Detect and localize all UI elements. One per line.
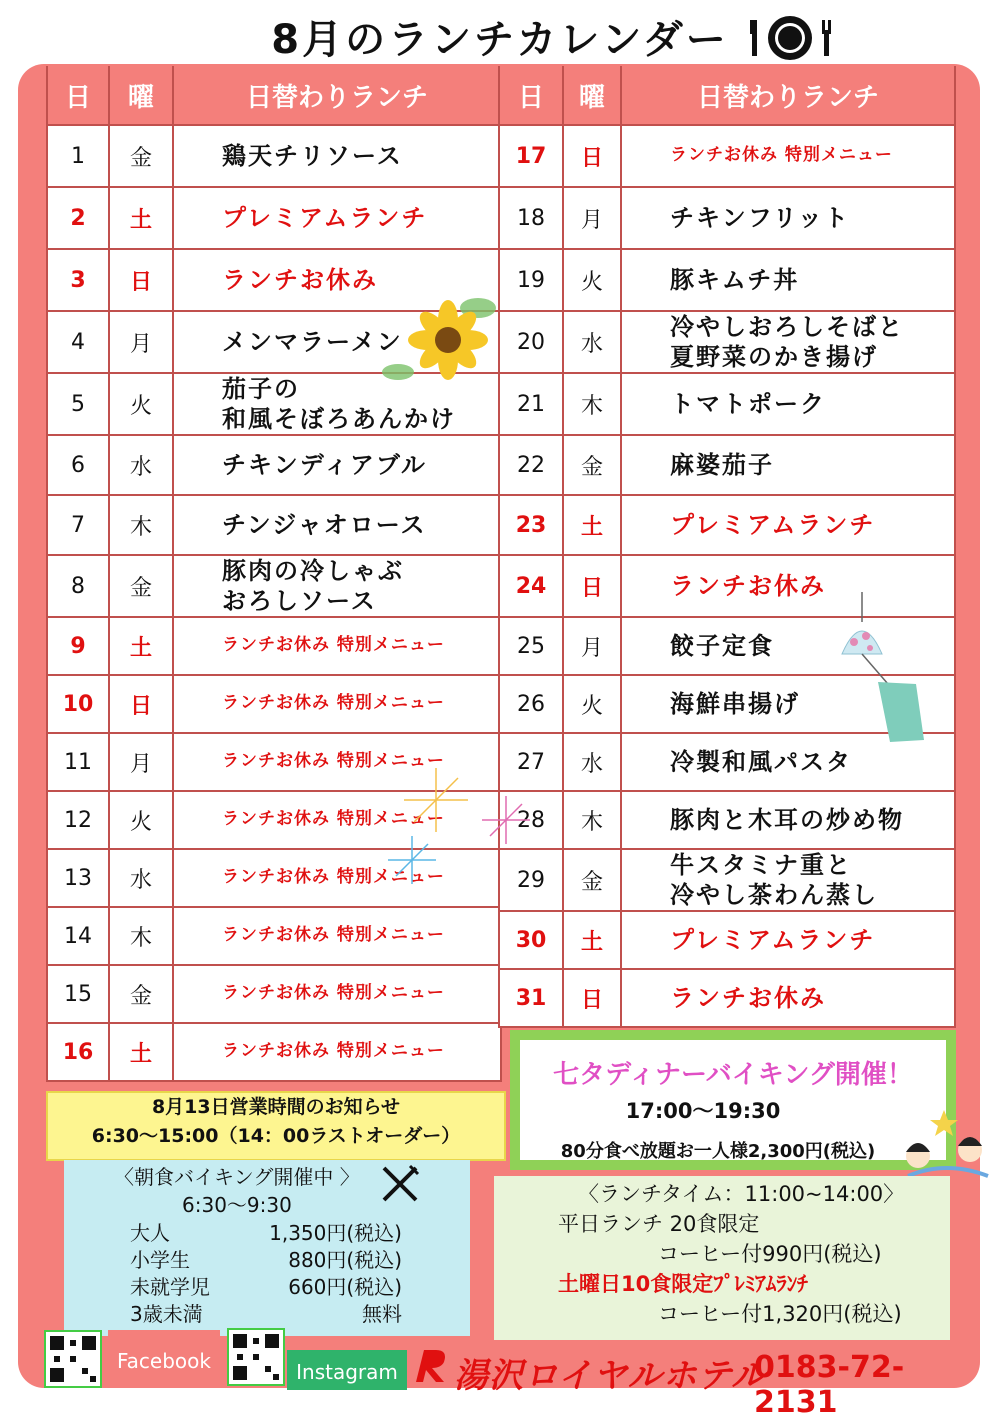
calendar-left-table bbox=[46, 66, 502, 1082]
day-cell: 27 bbox=[499, 733, 563, 791]
breakfast-price-label: 未就学児 bbox=[130, 1275, 210, 1299]
calendar-row bbox=[47, 125, 501, 187]
calendar-row bbox=[499, 249, 955, 311]
header-menu: 日替わりランチ bbox=[173, 66, 501, 125]
day-cell: 23 bbox=[499, 495, 563, 555]
breakfast-price-label: 小学生 bbox=[130, 1248, 190, 1272]
weekday-cell: 月 bbox=[109, 311, 173, 373]
breakfast-price-row bbox=[130, 1220, 402, 1247]
day-cell: 5 bbox=[47, 373, 109, 435]
calendar-row bbox=[47, 435, 501, 495]
calendar-row bbox=[499, 495, 955, 555]
weekday-cell: 金 bbox=[109, 125, 173, 187]
day-cell: 28 bbox=[499, 791, 563, 849]
header-day: 日 bbox=[499, 66, 563, 125]
menu-cell: 豚キムチ丼 bbox=[621, 249, 955, 311]
breakfast-title: 〈朝食バイキング開催中 〉 bbox=[114, 1165, 360, 1189]
day-cell: 12 bbox=[47, 791, 109, 849]
day-cell: 31 bbox=[499, 969, 563, 1027]
weekday-cell: 金 bbox=[109, 555, 173, 617]
calendar-row bbox=[499, 435, 955, 495]
menu-cell: チキンディアブル bbox=[173, 435, 501, 495]
day-cell: 2 bbox=[47, 187, 109, 249]
menu-cell: 冷製和風パスタ bbox=[621, 733, 955, 791]
calendar-row bbox=[499, 125, 955, 187]
weekday-cell: 土 bbox=[109, 187, 173, 249]
menu-cell: 牛スタミナ重と 冷やし茶わん蒸し bbox=[621, 849, 955, 911]
weekday-cell: 木 bbox=[109, 907, 173, 965]
menu-cell: ランチお休み bbox=[173, 249, 501, 311]
sunflower-icon bbox=[378, 290, 498, 390]
calendar-right-table bbox=[498, 66, 956, 1028]
day-cell: 20 bbox=[499, 311, 563, 373]
day-cell: 17 bbox=[499, 125, 563, 187]
day-cell: 29 bbox=[499, 849, 563, 911]
day-cell: 7 bbox=[47, 495, 109, 555]
day-cell: 19 bbox=[499, 249, 563, 311]
day-cell: 22 bbox=[499, 435, 563, 495]
menu-cell: プレミアムランチ bbox=[621, 911, 955, 969]
weekday-cell: 日 bbox=[563, 555, 621, 617]
menu-cell: 鶏天チリソース bbox=[173, 125, 501, 187]
menu-cell: 冷やしおろしそばと 夏野菜のかき揚げ bbox=[621, 311, 955, 373]
hotel-logo-icon bbox=[410, 1346, 450, 1386]
weekday-cell: 日 bbox=[563, 969, 621, 1027]
day-cell: 8 bbox=[47, 555, 109, 617]
breakfast-price-row bbox=[130, 1274, 402, 1301]
weekday-cell: 月 bbox=[109, 733, 173, 791]
calendar-row bbox=[499, 849, 955, 911]
day-cell: 14 bbox=[47, 907, 109, 965]
hotel-footer bbox=[410, 1344, 970, 1420]
weekday-cell: 水 bbox=[109, 435, 173, 495]
menu-cell: ランチお休み 特別メニュー bbox=[173, 907, 501, 965]
weekday-cell: 水 bbox=[563, 733, 621, 791]
calendar-row bbox=[47, 965, 501, 1023]
header-weekday: 曜 bbox=[563, 66, 621, 125]
plate-cutlery-icon bbox=[750, 14, 840, 62]
menu-cell: チンジャオロース bbox=[173, 495, 501, 555]
breakfast-price-value: 無料 bbox=[362, 1302, 402, 1326]
lunch-time-title: 〈ランチタイム：11:00~14:00〉 bbox=[578, 1182, 905, 1206]
day-cell: 9 bbox=[47, 617, 109, 675]
breakfast-price-list bbox=[130, 1220, 402, 1328]
menu-cell: ランチお休み bbox=[621, 555, 955, 617]
day-cell: 21 bbox=[499, 373, 563, 435]
wind-chime-icon bbox=[836, 592, 928, 752]
hotel-phone[interactable]: 0183-72-2131 bbox=[754, 1350, 905, 1420]
calendar-row bbox=[47, 187, 501, 249]
facebook-label[interactable]: Facebook bbox=[108, 1330, 220, 1384]
weekday-cell: 火 bbox=[563, 249, 621, 311]
menu-cell: 豚肉の冷しゃぶ おろしソース bbox=[173, 555, 501, 617]
calendar-row bbox=[47, 617, 501, 675]
weekday-cell: 木 bbox=[563, 791, 621, 849]
menu-cell: ランチお休み 特別メニュー bbox=[173, 965, 501, 1023]
menu-cell: プレミアムランチ bbox=[173, 187, 501, 249]
menu-cell: ランチお休み 特別メニュー bbox=[173, 675, 501, 733]
menu-cell: ランチお休み 特別メニュー bbox=[173, 733, 501, 791]
menu-cell: ランチお休み 特別メニュー bbox=[173, 1023, 501, 1081]
header-weekday: 曜 bbox=[109, 66, 173, 125]
day-cell: 3 bbox=[47, 249, 109, 311]
fork-knife-icon bbox=[380, 1164, 420, 1204]
menu-cell: 豚肉と木耳の炒め物 bbox=[621, 791, 955, 849]
weekday-cell: 金 bbox=[563, 849, 621, 911]
day-cell: 24 bbox=[499, 555, 563, 617]
weekday-cell: 日 bbox=[563, 125, 621, 187]
calendar-row bbox=[499, 969, 955, 1027]
menu-cell: メンマラーメン bbox=[173, 311, 501, 373]
weekday-lunch: 平日ランチ 20食限定 bbox=[558, 1212, 760, 1236]
saturday-lunch: 土曜日10食限定ﾌﾟﾚﾐｱﾑﾗﾝﾁ bbox=[558, 1272, 808, 1296]
weekday-cell: 月 bbox=[563, 187, 621, 249]
saturday-lunch-price: コーヒー付1,320円(税込) bbox=[658, 1302, 902, 1326]
weekday-lunch-price: コーヒー付990円(税込) bbox=[658, 1242, 882, 1266]
weekday-cell: 土 bbox=[109, 1023, 173, 1081]
weekday-cell: 金 bbox=[109, 965, 173, 1023]
breakfast-buffet-box bbox=[64, 1160, 470, 1336]
fireworks-icon bbox=[376, 760, 536, 890]
breakfast-price-row bbox=[130, 1247, 402, 1274]
calendar-row bbox=[499, 911, 955, 969]
breakfast-price-row bbox=[130, 1301, 402, 1328]
calendar-row bbox=[47, 495, 501, 555]
weekday-cell: 火 bbox=[563, 675, 621, 733]
weekday-cell: 木 bbox=[563, 373, 621, 435]
day-cell: 1 bbox=[47, 125, 109, 187]
breakfast-price-label: 大人 bbox=[130, 1221, 170, 1245]
menu-cell: 茄子の 和風そぼろあんかけ bbox=[173, 373, 501, 435]
day-cell: 4 bbox=[47, 311, 109, 373]
header-menu: 日替わりランチ bbox=[621, 66, 955, 125]
menu-cell: ランチお休み 特別メニュー bbox=[173, 791, 501, 849]
tanabata-illustration-icon bbox=[898, 1106, 996, 1186]
day-cell: 18 bbox=[499, 187, 563, 249]
weekday-cell: 日 bbox=[109, 675, 173, 733]
menu-cell: ランチお休み 特別メニュー bbox=[173, 849, 501, 907]
tanabata-dinner-box bbox=[510, 1030, 956, 1170]
page-title: 8月のランチカレンダー bbox=[271, 17, 729, 63]
dinner-title: 七タディナーバイキング開催！ bbox=[553, 1060, 913, 1090]
day-cell: 26 bbox=[499, 675, 563, 733]
instagram-qr-code[interactable] bbox=[227, 1328, 285, 1386]
calendar-row bbox=[499, 187, 955, 249]
day-cell: 25 bbox=[499, 617, 563, 675]
weekday-cell: 金 bbox=[563, 435, 621, 495]
day-cell: 6 bbox=[47, 435, 109, 495]
notice-hours: 6:30～15:00（14：00ラストオーダー） bbox=[91, 1124, 461, 1147]
hotel-name: 湯沢ロイヤルホテル bbox=[454, 1356, 766, 1396]
notice-title: 8月13日営業時間のお知らせ bbox=[151, 1096, 401, 1118]
weekday-cell: 火 bbox=[109, 373, 173, 435]
breakfast-price-label: 3歳未満 bbox=[130, 1302, 203, 1326]
dinner-time: 17:00～19:30 bbox=[625, 1099, 781, 1123]
menu-cell: トマトポーク bbox=[621, 373, 955, 435]
menu-cell: 海鮮串揚げ bbox=[621, 675, 955, 733]
menu-cell: 麻婆茄子 bbox=[621, 435, 955, 495]
calendar-row bbox=[499, 311, 955, 373]
calendar-row bbox=[47, 907, 501, 965]
breakfast-price-value: 1,350円(税込) bbox=[269, 1221, 402, 1245]
facebook-qr-code[interactable] bbox=[44, 1330, 102, 1388]
day-cell: 30 bbox=[499, 911, 563, 969]
calendar-row bbox=[47, 555, 501, 617]
breakfast-time: 6:30～9:30 bbox=[182, 1193, 292, 1217]
menu-cell: ランチお休み bbox=[621, 969, 955, 1027]
lunch-time-box bbox=[494, 1176, 950, 1340]
day-cell: 15 bbox=[47, 965, 109, 1023]
weekday-cell: 水 bbox=[109, 849, 173, 907]
weekday-cell: 土 bbox=[563, 495, 621, 555]
weekday-cell: 月 bbox=[563, 617, 621, 675]
breakfast-price-value: 660円(税込) bbox=[288, 1275, 402, 1299]
instagram-label[interactable]: Instagram bbox=[287, 1350, 407, 1390]
day-cell: 13 bbox=[47, 849, 109, 907]
breakfast-price-value: 880円(税込) bbox=[288, 1248, 402, 1272]
dinner-price: 80分食べ放題お一人様2,300円(税込) bbox=[560, 1141, 876, 1162]
day-cell: 11 bbox=[47, 733, 109, 791]
calendar-row bbox=[499, 791, 955, 849]
day-cell: 10 bbox=[47, 675, 109, 733]
weekday-cell: 土 bbox=[563, 911, 621, 969]
weekday-cell: 土 bbox=[109, 617, 173, 675]
header-day: 日 bbox=[47, 66, 109, 125]
menu-cell: 餃子定食 bbox=[621, 617, 955, 675]
calendar-row bbox=[47, 1023, 501, 1081]
day-cell: 16 bbox=[47, 1023, 109, 1081]
weekday-cell: 木 bbox=[109, 495, 173, 555]
menu-cell: チキンフリット bbox=[621, 187, 955, 249]
weekday-cell: 火 bbox=[109, 791, 173, 849]
calendar-row bbox=[47, 675, 501, 733]
business-hours-notice bbox=[46, 1091, 506, 1161]
menu-cell: ランチお休み 特別メニュー bbox=[621, 125, 955, 187]
menu-cell: プレミアムランチ bbox=[621, 495, 955, 555]
calendar-row bbox=[499, 373, 955, 435]
weekday-cell: 日 bbox=[109, 249, 173, 311]
menu-cell: ランチお休み 特別メニュー bbox=[173, 617, 501, 675]
weekday-cell: 水 bbox=[563, 311, 621, 373]
